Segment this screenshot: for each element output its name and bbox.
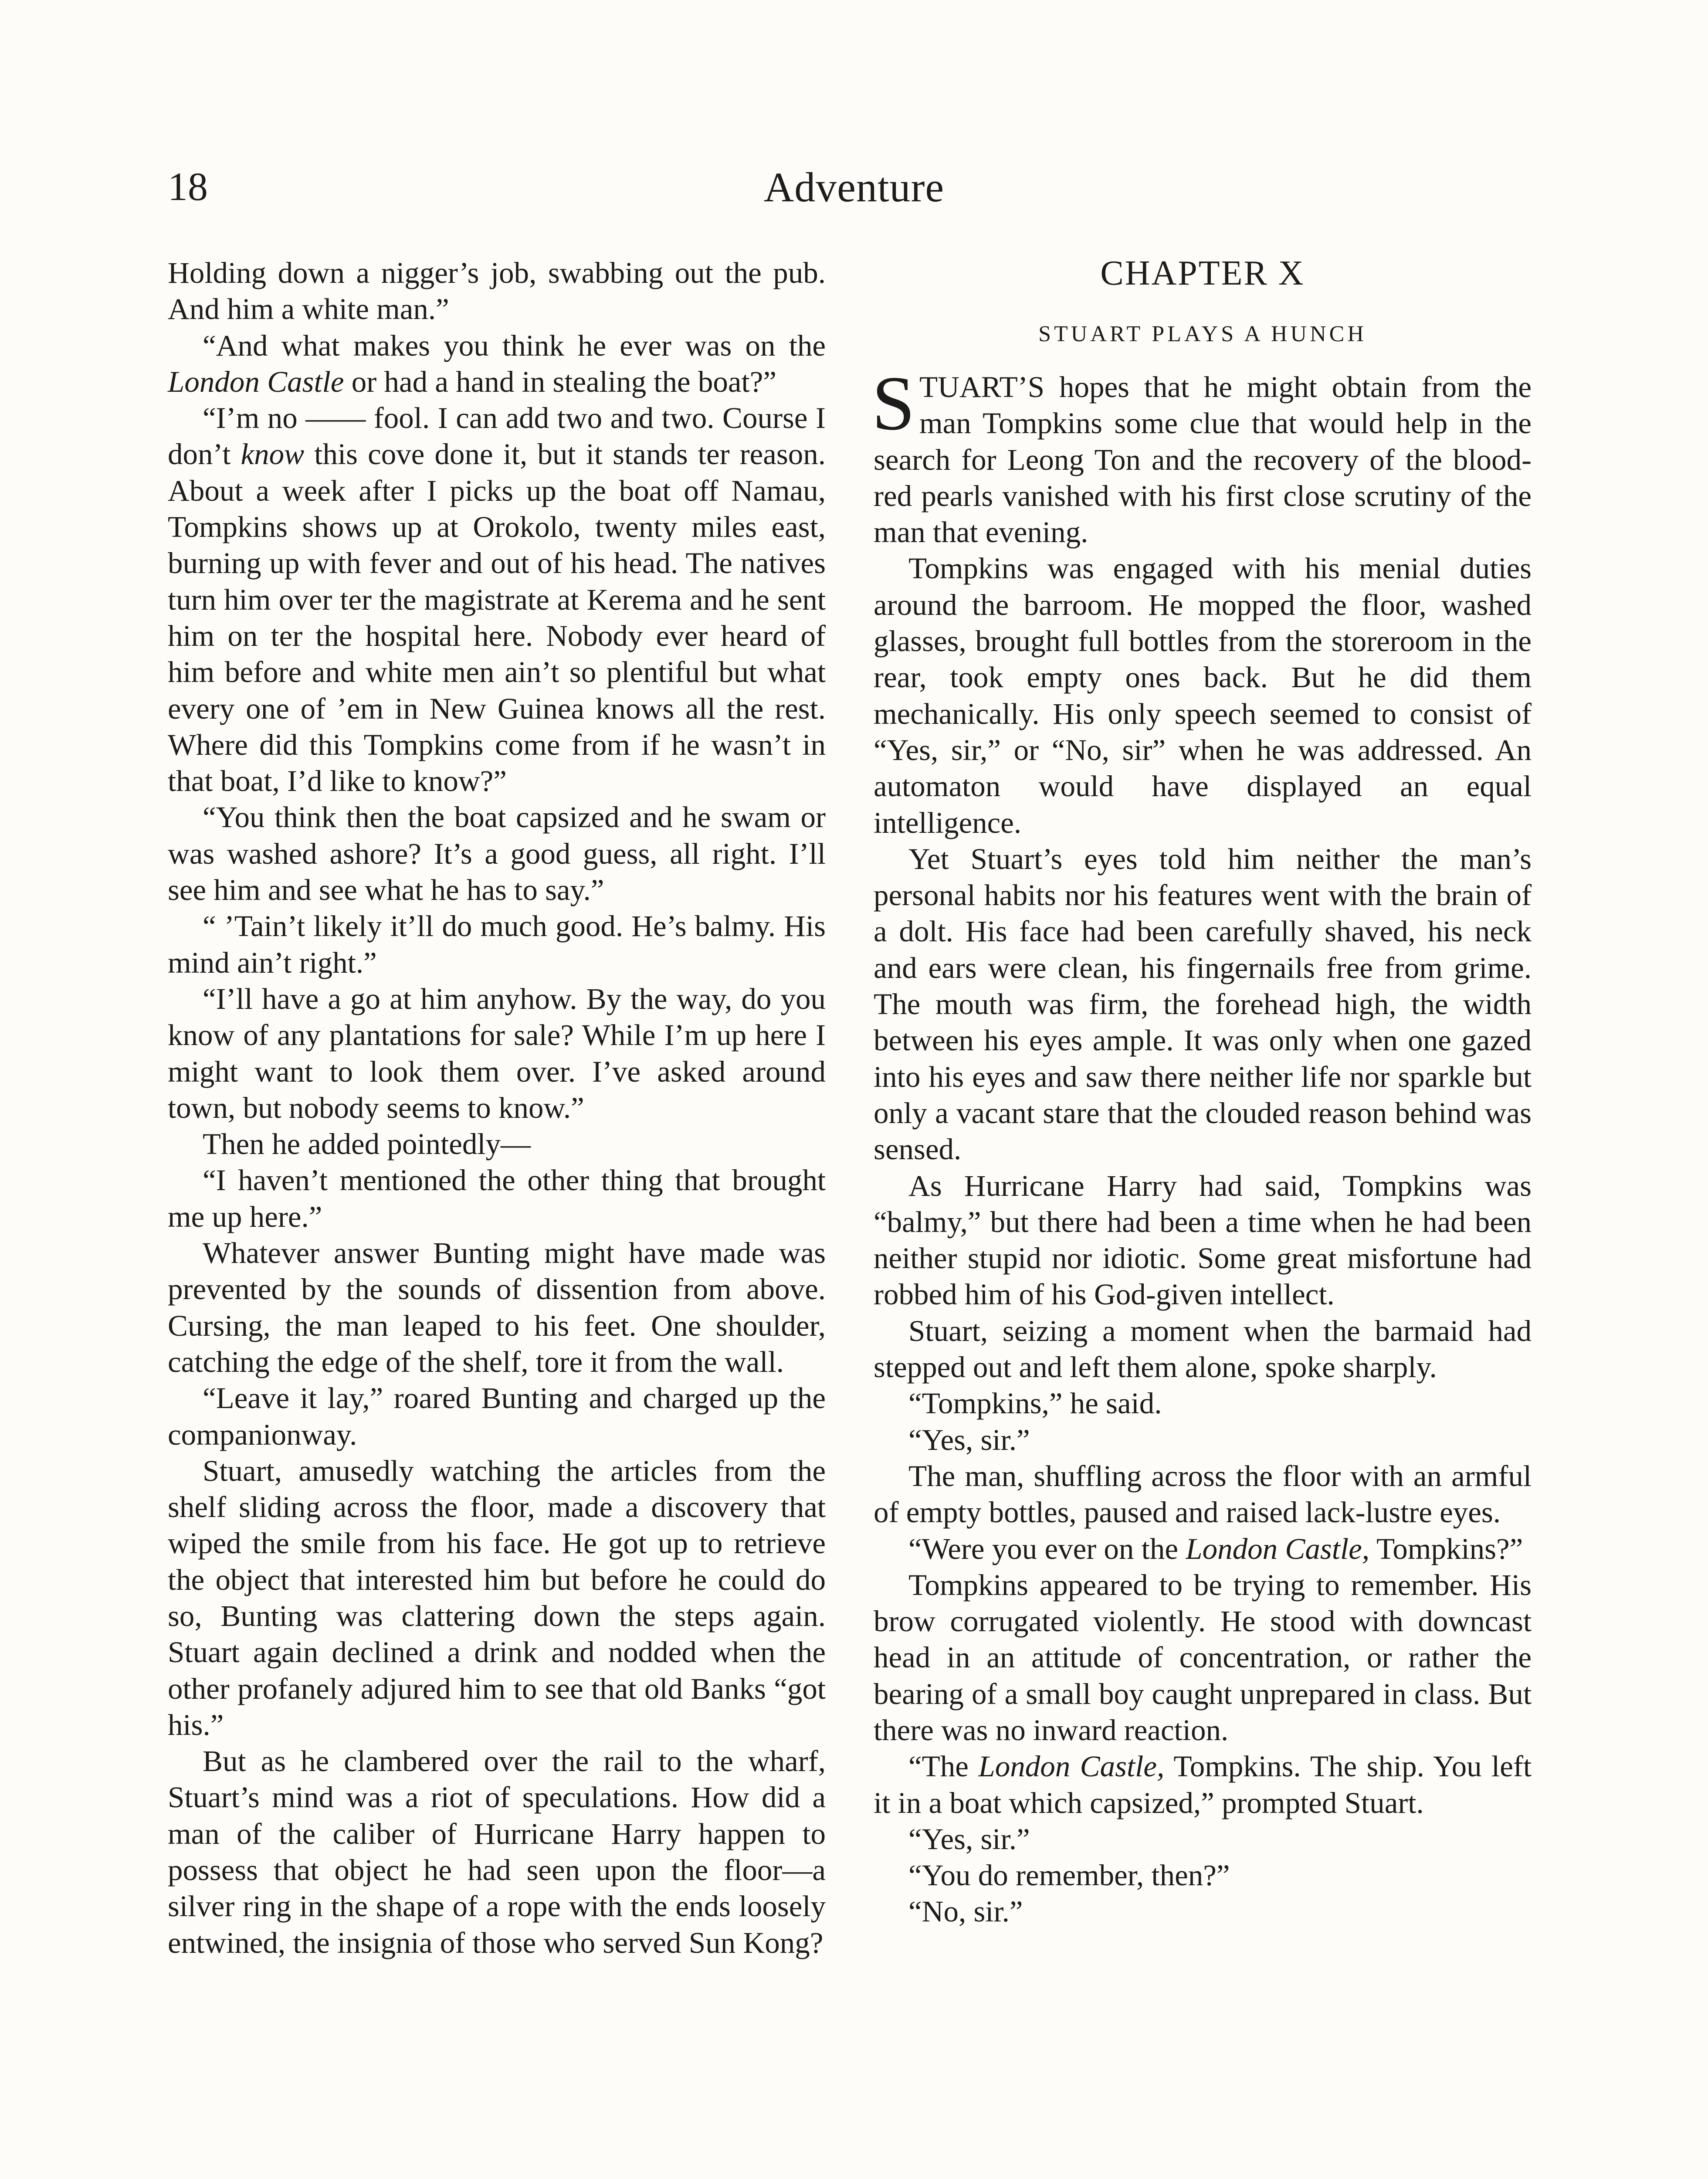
- paragraph: [874, 1313, 1532, 1386]
- paragraph: [168, 400, 826, 799]
- paragraph: [874, 1385, 1532, 1422]
- paragraph: [168, 328, 826, 401]
- paragraph-text: “Leave it lay,” roared Bunting and charged up the companionway.: [168, 1381, 826, 1451]
- paragraph: [874, 1567, 1532, 1748]
- italic-text: know: [241, 438, 305, 471]
- italic-text: London Castle,: [1186, 1532, 1369, 1565]
- paragraph-text: “You do remember, then?”: [908, 1859, 1230, 1892]
- paragraph: [168, 981, 826, 1126]
- chapter-title: CHAPTER X: [1100, 254, 1305, 292]
- paragraph: [874, 1821, 1532, 1857]
- paragraph: [874, 1748, 1532, 1821]
- right-column-body: [874, 550, 1532, 1930]
- paragraph: [168, 1453, 826, 1743]
- paragraph-text: “The: [908, 1750, 979, 1783]
- paragraph-text: Yet Stuart’s eyes told him neither the man’s personal habits nor his features went with the brain of a dolt. His face had been carefully shaved, his neck and ears were clean, his fingernails free from grime. The mouth was firm, the forehead high, the width between his eyes ample. It was only when one gazed into his eyes and saw there neither life nor sparkle but only a vacant stare that the clouded reason behind was sensed.: [874, 842, 1532, 1166]
- left-column: [168, 255, 826, 1961]
- paragraph: [874, 1857, 1532, 1894]
- paragraph-text: Tompkins?”: [1369, 1532, 1523, 1565]
- chapter-subtitle: STUART PLAYS A HUNCH: [1038, 322, 1367, 346]
- paragraph-text: “Tompkins,” he said.: [908, 1387, 1162, 1420]
- running-head: Adventure: [763, 164, 945, 210]
- paragraph: [168, 1235, 826, 1380]
- paragraph: [168, 1162, 826, 1235]
- chapter-opening-paragraph: [872, 360, 1532, 550]
- paragraph-text: “Were you ever on the: [908, 1532, 1186, 1565]
- paragraph-text: “Yes, sir.”: [908, 1423, 1030, 1456]
- paragraph: [874, 1168, 1532, 1313]
- paragraph: [874, 1894, 1532, 1930]
- paragraph-text: this cove done it, but it stands ter reason. About a week after I picks up the boat off Namau, Tompkins shows up at Orokolo, twenty miles east, burning up with fever and out of his head. The natives turn him over ter the magistrate at Kerema and he sent him on ter the hospital here. Nobody ever heard of him before and white men ain’t so plentiful but what every one of ’em in New Guinea knows all the rest. Where did this Tompkins come from if he wasn’t in that boat, I’d like to know?”: [168, 438, 826, 798]
- paragraph-text: “No, sir.”: [908, 1895, 1023, 1928]
- paragraph: [874, 550, 1532, 841]
- paragraph-text: Tompkins appeared to be trying to remember. His brow corrugated violently. He stood with downcast head in an attitude of concentration, or rather the bearing of a small boy caught unprepared in class. But there was no inward reaction.: [874, 1568, 1532, 1747]
- paragraph-text: Tompkins. The ship. You left it in a boat which capsized,” prompted Stuart.: [874, 1750, 1532, 1819]
- paragraph: [874, 1531, 1532, 1567]
- paragraph: [874, 1458, 1532, 1531]
- paragraph-text: “I haven’t mentioned the other thing that brought me up here.”: [168, 1164, 826, 1233]
- paragraph: [168, 908, 826, 981]
- paragraph-text: Stuart, seizing a moment when the barmaid had stepped out and left them alone, spoke sharply.: [874, 1314, 1532, 1384]
- right-column: [874, 255, 1532, 1930]
- paragraph-text: “ ’Tain’t likely it’ll do much good. He’s balmy. His mind ain’t right.”: [168, 910, 826, 979]
- paragraph-text: “I’m no —— fool. I can add two and two. Course I don’t: [168, 401, 826, 471]
- paragraph: [874, 1422, 1532, 1458]
- page-number: 18: [168, 164, 208, 209]
- paragraph-text: Holding down a nigger’s job, swabbing out the pub. And him a white man.”: [168, 256, 826, 326]
- paragraph: [168, 255, 826, 328]
- paragraph-text: Stuart, amusedly watching the articles from the shelf sliding across the floor, made a discovery that wiped the smile from his face. He got up to retrieve the object that interested him but before he could do so, Bunting was clattering down the steps again. Stuart again declined a drink and nodded when the other profanely adjured him to see that old Banks “got his.”: [168, 1454, 826, 1741]
- paragraph: [168, 799, 826, 908]
- paragraph: [874, 841, 1532, 1168]
- paragraph-text: “I’ll have a go at him anyhow. By the way, do you know of any plantations for sale? While I’m up here I might want to look them over. I’ve asked around town, but nobody seems to know.”: [168, 982, 826, 1124]
- opening-text: TUART’S hopes that he might obtain from the man Tompkins some clue that would help in the search for Leong Ton and the recovery of the blood-red pearls vanished with his first close scrutiny of the man that evening.: [874, 370, 1532, 549]
- italic-text: London Castle,: [978, 1750, 1165, 1783]
- paragraph: [168, 1743, 826, 1961]
- paragraph-text: Whatever answer Bunting might have made was prevented by the sounds of dissention from above. Cursing, the man leaped to his feet. One shoulder, catching the edge of the shelf, tore it from the wall.: [168, 1236, 826, 1378]
- paragraph-text: or had a hand in stealing the boat?”: [344, 365, 776, 398]
- paragraph-text: “Yes, sir.”: [908, 1822, 1030, 1856]
- paragraph-text: “You think then the boat capsized and he swam or was washed ashore? It’s a good guess, all right. I’ll see him and see what he has to say.”: [168, 801, 826, 907]
- paragraph: [168, 1380, 826, 1453]
- paragraph-text: “And what makes you think he ever was on the: [203, 329, 826, 362]
- paragraph-text: Then he added pointedly—: [203, 1127, 531, 1161]
- paragraph-text: The man, shuffling across the floor with an armful of empty bottles, paused and raised lack-lustre eyes.: [874, 1459, 1532, 1529]
- paragraph-text: As Hurricane Harry had said, Tompkins was “balmy,” but there had been a time when he had been neither stupid nor idiotic. Some great misfortune had robbed him of his God-given intellect.: [874, 1169, 1532, 1311]
- paragraph: [168, 1126, 826, 1162]
- paragraph-text: Tompkins was engaged with his menial duties around the barroom. He mopped the floor, washed glasses, brought full bottles from the storeroom in the rear, took empty ones back. But he did them mechanically. His only speech seemed to consist of “Yes, sir,” or “No, sir” when he was addressed. An automaton would have displayed an equal intelligence.: [874, 552, 1532, 839]
- paragraph-text: But as he clambered over the rail to the wharf, Stuart’s mind was a riot of speculations. How did a man of the caliber of Hurricane Harry happen to possess that object he had seen upon the floor—a silver ring in the shape of a rope with the ends loosely entwined, the insignia of those who served Sun Kong?: [168, 1745, 826, 1959]
- italic-text: London Castle: [168, 365, 344, 398]
- drop-cap: S: [872, 360, 915, 446]
